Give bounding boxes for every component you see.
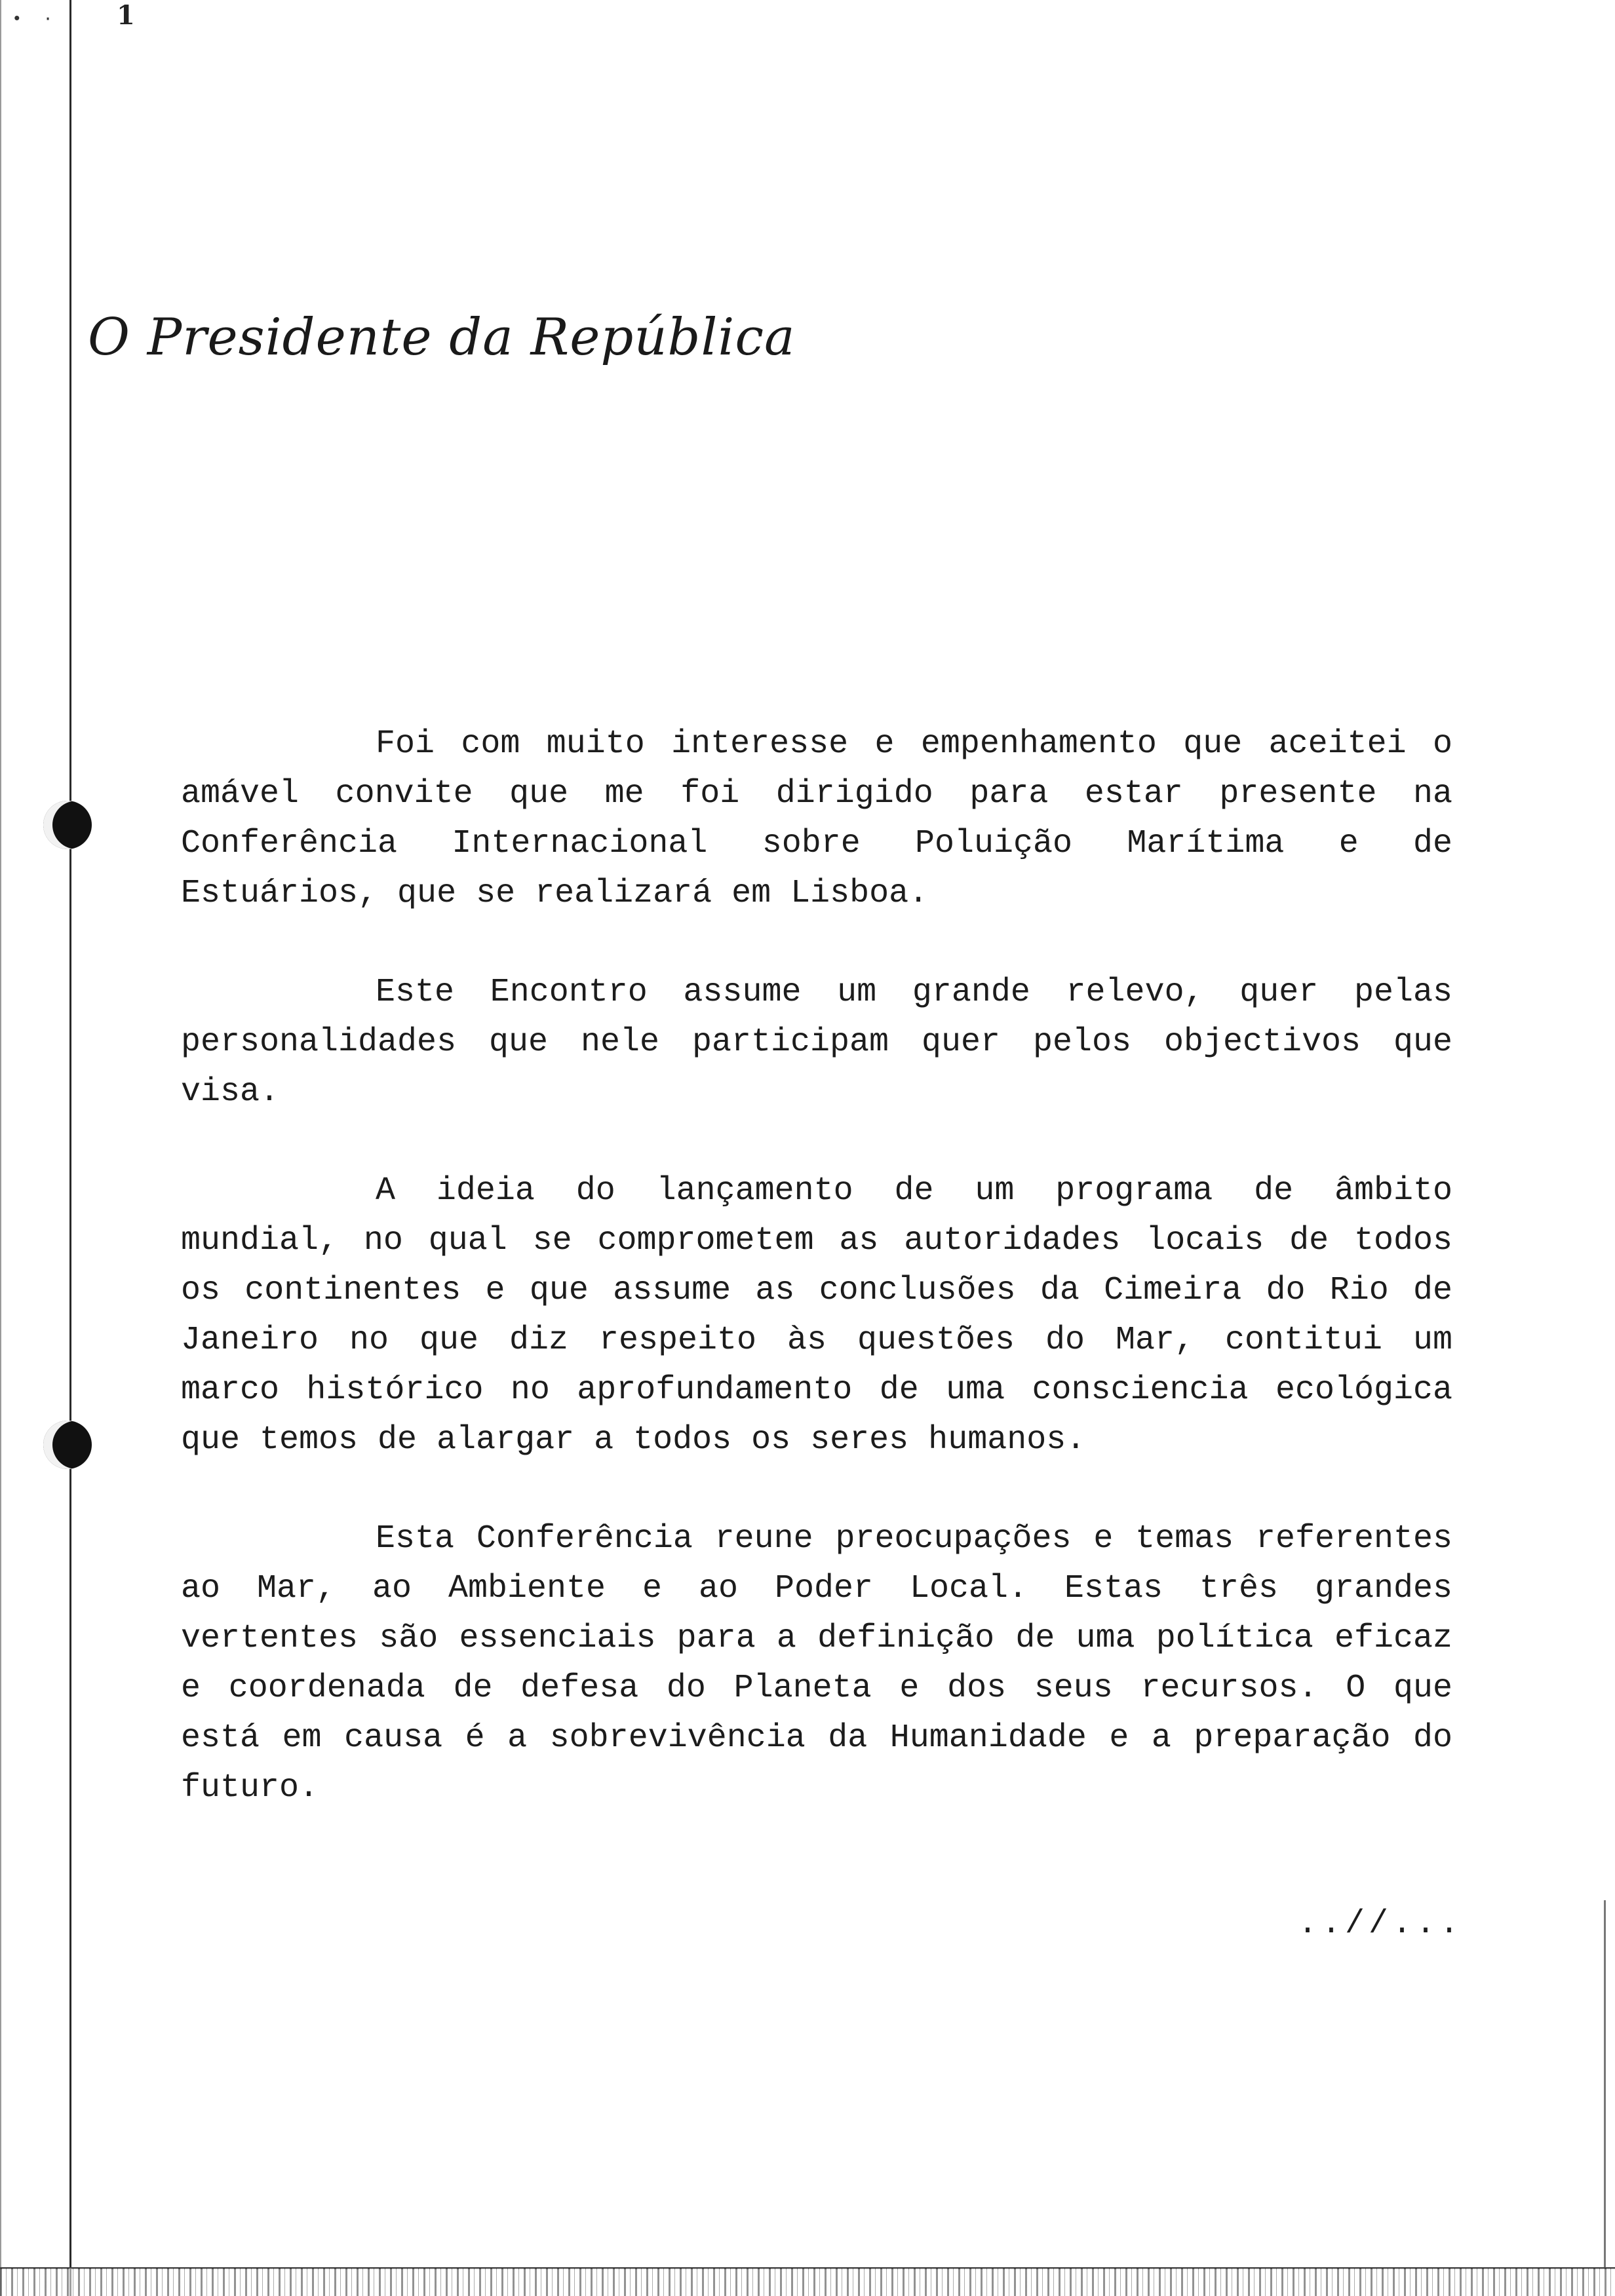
page-marker: 1: [117, 0, 135, 31]
scan-edge-artifact: [1604, 1900, 1606, 2267]
continuation-mark: ..//...: [1298, 1905, 1464, 1943]
letter-body: [181, 719, 1452, 1862]
paragraph: A ideia do lançamento de um programa de âmbito mundial, no qual se comprometem as autoridades locais de todos os continentes e que assume as conclusões da Cimeira do Rio de Janeiro no que diz respeito às questões do Mar, contitui um marco histórico no aprofundamento de uma consciencia ecológica que temos de alargar a todos os seres humanos.: [181, 1172, 1452, 1459]
corner-marks: • ·: [12, 9, 58, 29]
letterhead-title: O Presidente da República: [88, 308, 796, 367]
punch-hole-icon: [43, 1421, 92, 1469]
binding-margin-line: [69, 0, 71, 2296]
page-edge-line: [0, 0, 1, 2296]
paragraph: Esta Conferência reune preocupações e temas referentes ao Mar, ao Ambiente e ao Poder Local. Estas três grandes vertentes são essenciais para a definição de uma política eficaz e coordenada de defesa do Planeta e dos seus recursos. O que está em causa é a sobrevivência da Humanidade e a preparação do futuro.: [181, 1520, 1452, 1807]
paragraph: Foi com muito interesse e empenhamento que aceitei o amável convite que me foi dirigido para estar presente na Conferência Internacional sobre Poluição Marítima e de Estuários, que se realizará em Lisboa.: [181, 725, 1452, 912]
scan-bottom-noise: [0, 2268, 1615, 2296]
paragraph: Este Encontro assume um grande relevo, quer pelas personalidades que nele participam quer pelos objectivos que visa.: [181, 974, 1452, 1111]
punch-hole-icon: [43, 801, 92, 849]
